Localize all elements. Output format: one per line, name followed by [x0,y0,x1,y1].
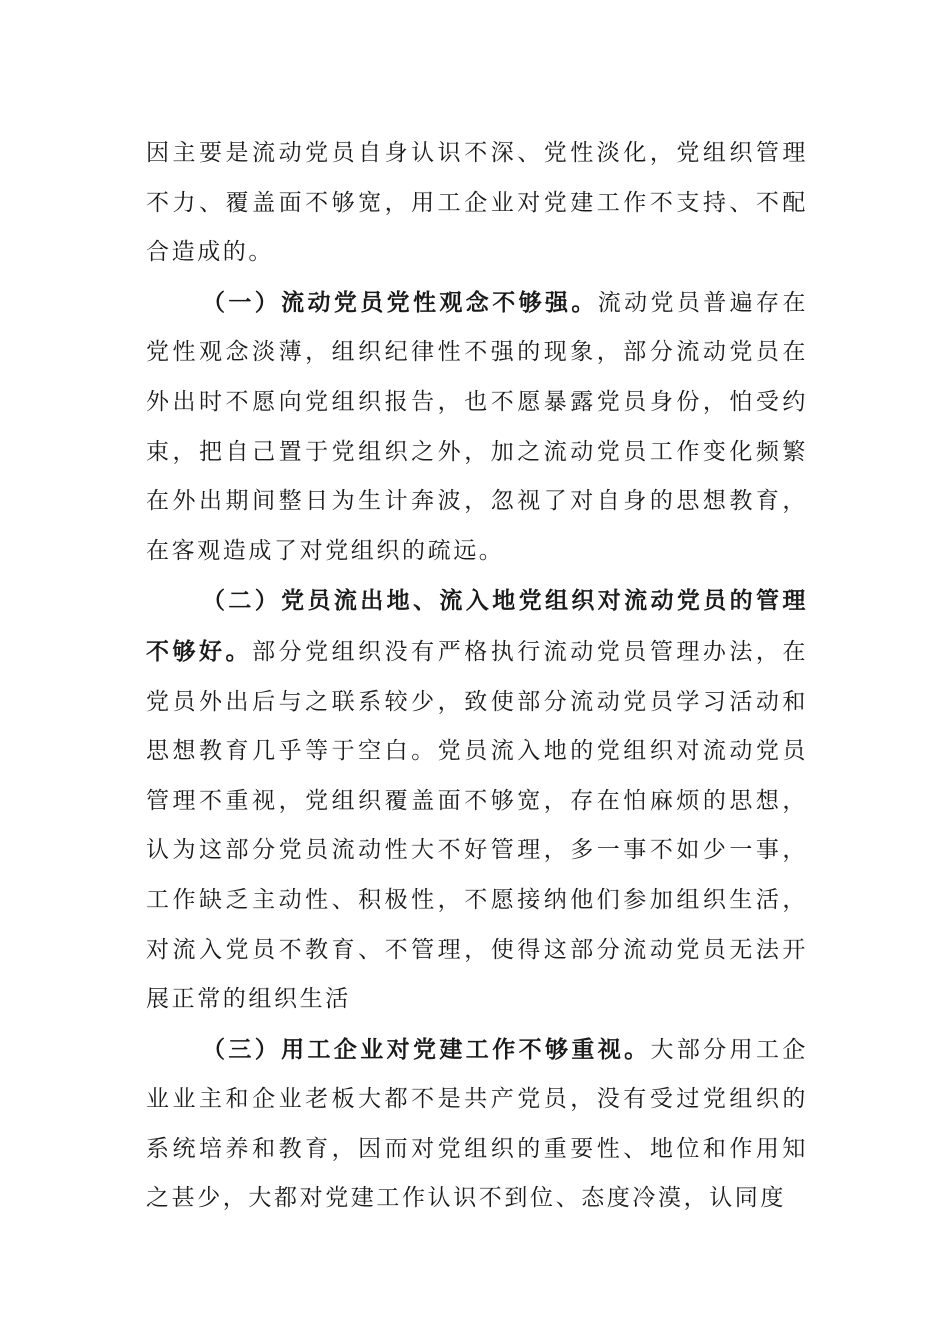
section-paragraph-2 [146,576,808,1024]
document-body [146,129,808,1224]
section-paragraph-3 [146,1025,808,1224]
intro-paragraph [146,129,808,278]
section-heading-2: （二）党员流出地、流入地党组织对流动党员的管理不够好。 [146,587,808,665]
intro-text: 因主要是流动党员自身认识不深、党性淡化，党组织管理不力、覆盖面不够宽，用工企业对党建工作不支持、不配合造成的。 [146,140,808,266]
section-body-2: 部分党组织没有严格执行流动党员管理办法，在党员外出后与之联系较少，致使部分流动党员学习活动和思想教育几乎等于空白。党员流入地的党组织对流动党员管理不重视，党组织覆盖面不够宽，存在怕麻烦的思想，认为这部分党员流动性大不好管理，多一事不如少一事，工作缺乏主动性、积极性，不愿接纳他们参加组织生活，对流入党员不教育、不管理，使得这部分流动党员无法开展正常的组织生活 [146,638,808,1013]
section-heading-3: （三）用工企业对党建工作不够重视。 [202,1035,651,1063]
section-paragraph-1 [146,278,808,577]
section-body-3: 大部分用工企业业主和企业老板大都不是共产党员，没有受过党组织的系统培养和教育，因而对党组织的重要性、地位和作用知之甚少，大都对党建工作认识不到位、态度冷漠，认同度 [146,1036,808,1212]
section-heading-1: （一）流动党员党性观念不够强。 [202,288,598,316]
section-body-1: 流动党员普遍存在党性观念淡薄，组织纪律性不强的现象，部分流动党员在外出时不愿向党组织报告，也不愿暴露党员身份，怕受约束，把自己置于党组织之外，加之流动党员工作变化频繁在外出期间整日为生计奔波，忽视了对自身的思想教育，在客观造成了对党组织的疏远。 [146,289,808,564]
